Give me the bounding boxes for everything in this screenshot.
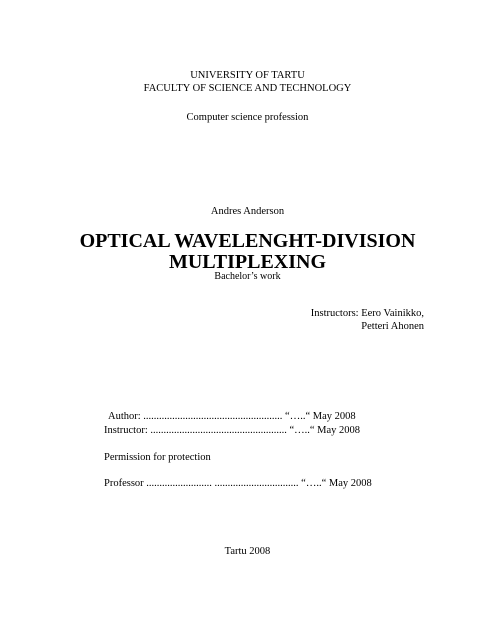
- place-and-year: Tartu 2008: [224, 546, 271, 557]
- instructor-signature-line: Instructor: .................................................... “…..“ May 2008: [104, 425, 361, 436]
- instructors-line2: Petteri Ahonen: [361, 321, 424, 332]
- thesis-title-line1: OPTICAL WAVELENGHT-DIVISION: [79, 230, 416, 252]
- professor-signature-line: Professor ......................... ................................ “…..“ May 2008: [104, 478, 372, 489]
- university-name: UNIVERSITY OF TARTU: [190, 70, 305, 81]
- thesis-title-line2: MULTIPLEXING: [168, 251, 327, 273]
- instructors-line1: Instructors: Eero Vainikko,: [310, 308, 424, 319]
- permission-for-protection: Permission for protection: [104, 452, 211, 463]
- profession: Computer science profession: [186, 112, 309, 123]
- faculty-name: FACULTY OF SCIENCE AND TECHNOLOGY: [143, 83, 352, 94]
- author-signature-line: Author: ..................................................... “…..“ May 2008: [108, 411, 356, 422]
- thesis-subtitle: Bachelor’s work: [214, 271, 281, 282]
- author-name: Andres Anderson: [210, 206, 285, 217]
